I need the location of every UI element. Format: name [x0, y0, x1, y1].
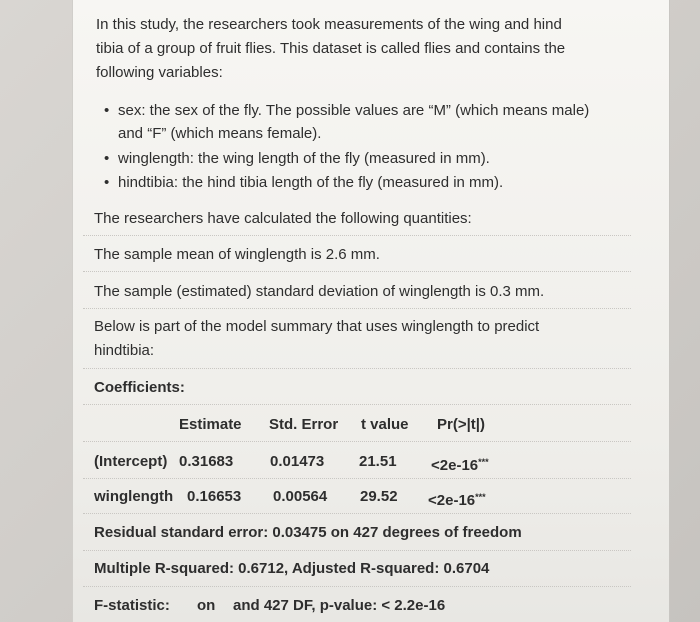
divider [83, 513, 631, 515]
variable-sex-line-1: sex: the sex of the fly. The possible values are “M” (which means male) [118, 102, 590, 119]
variable-sex-line-2: and “F” (which means female). [118, 125, 322, 142]
col-header-std-error: Std. Error [269, 416, 339, 433]
coef-row-estimate: 0.16653 [187, 488, 242, 505]
significance-stars: *** [475, 492, 486, 502]
f-statistic-on: on [197, 597, 216, 614]
coef-row-std-error: 0.00564 [273, 488, 328, 505]
coef-row-p-value: <2e-16*** [428, 492, 486, 509]
intro-line-1: In this study, the researchers took measurements of the wing and hind [96, 16, 562, 33]
r-squared-text: Multiple R-squared: 0.6712, Adjusted R-squared: 0.6704 [94, 560, 490, 577]
divider [83, 271, 631, 273]
col-header-estimate: Estimate [179, 416, 242, 433]
coef-row-estimate: 0.31683 [179, 453, 234, 470]
coef-row-p-value: <2e-16*** [431, 457, 489, 474]
divider [83, 404, 631, 406]
document-page [72, 0, 670, 622]
intro-line-2: tibia of a group of fruit flies. This dataset is called flies and contains the [96, 40, 566, 57]
intro-line-3: following variables: [96, 64, 223, 81]
bullet-dot-icon: • [104, 150, 110, 167]
bullet-dot-icon: • [104, 102, 110, 119]
bullet-dot-icon: • [104, 174, 110, 191]
col-header-p-value: Pr(>|t|) [437, 416, 485, 433]
divider [83, 235, 631, 237]
calc-heading: The researchers have calculated the following quantities: [94, 210, 472, 227]
coefficients-title: Coefficients: [94, 379, 185, 396]
coef-row-t-value: 21.51 [359, 453, 397, 470]
coef-row-name: (Intercept) [94, 453, 168, 470]
variable-winglength: winglength: the wing length of the fly (measured in mm). [118, 150, 490, 167]
coef-row-name: winglength [94, 488, 174, 505]
model-intro-line-2: hindtibia: [94, 342, 155, 359]
divider [83, 586, 631, 588]
coef-row-std-error: 0.01473 [270, 453, 325, 470]
col-header-t-value: t value [361, 416, 409, 433]
residual-standard-error: Residual standard error: 0.03475 on 427 degrees of freedom [94, 524, 522, 541]
sample-sd-text: The sample (estimated) standard deviation of winglength is 0.3 mm. [94, 283, 545, 300]
variable-hindtibia: hindtibia: the hind tibia length of the fly (measured in mm). [118, 174, 504, 191]
model-intro-line-1: Below is part of the model summary that uses winglength to predict [94, 318, 540, 335]
f-statistic-label: F-statistic: [94, 597, 170, 614]
significance-stars: *** [478, 457, 489, 467]
divider [83, 550, 631, 552]
divider [83, 478, 631, 480]
f-statistic-rest: and 427 DF, p-value: < 2.2e-16 [233, 597, 446, 614]
divider [83, 368, 631, 370]
coef-row-t-value: 29.52 [360, 488, 398, 505]
divider [83, 308, 631, 310]
sample-mean-text: The sample mean of winglength is 2.6 mm. [94, 246, 380, 263]
divider [83, 441, 631, 443]
